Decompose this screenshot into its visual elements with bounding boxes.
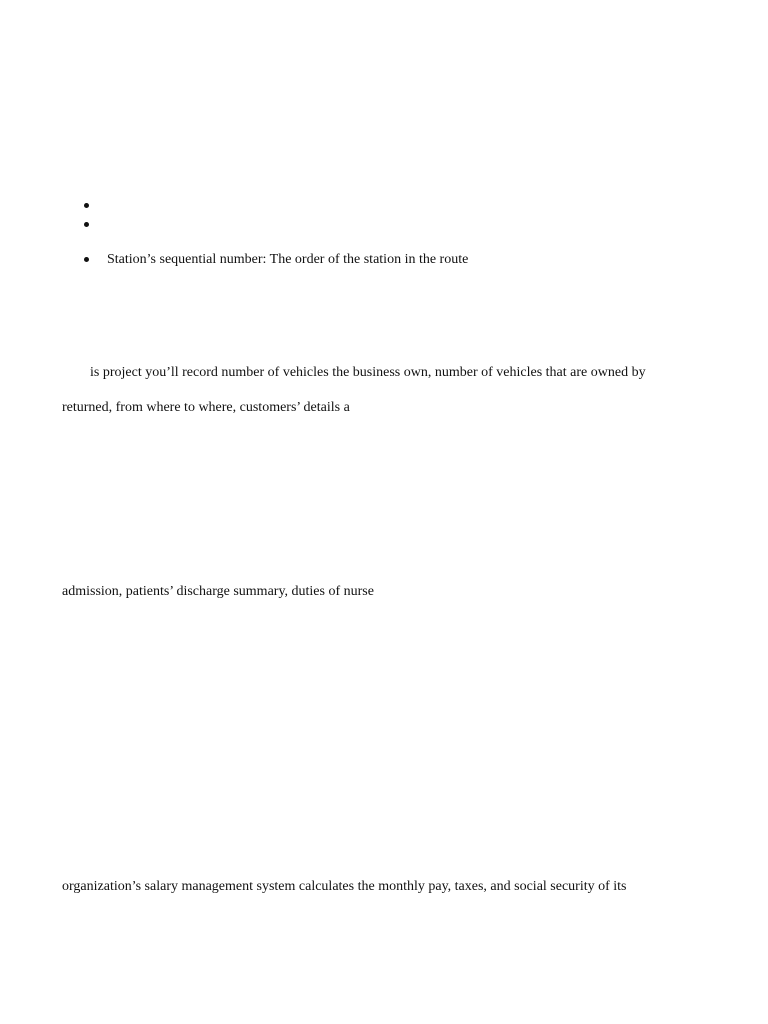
- paragraph-3-line-1: organization’s salary management system calculates the monthly pay, taxes, and social security of its: [62, 879, 627, 894]
- bullet-icon: [84, 203, 89, 208]
- bullet-text: Station’s sequential number: The order of the station in the route: [107, 252, 469, 267]
- paragraph-1-line-1: is project you’ll record number of vehicles the business own, number of vehicles that are owned by: [90, 365, 646, 380]
- bullet-icon: [84, 257, 89, 262]
- paragraph-2-line-1: admission, patients’ discharge summary, duties of nurse: [62, 584, 374, 599]
- bullet-icon: [84, 222, 89, 227]
- paragraph-1-line-2: returned, from where to where, customers’ details a: [62, 400, 350, 415]
